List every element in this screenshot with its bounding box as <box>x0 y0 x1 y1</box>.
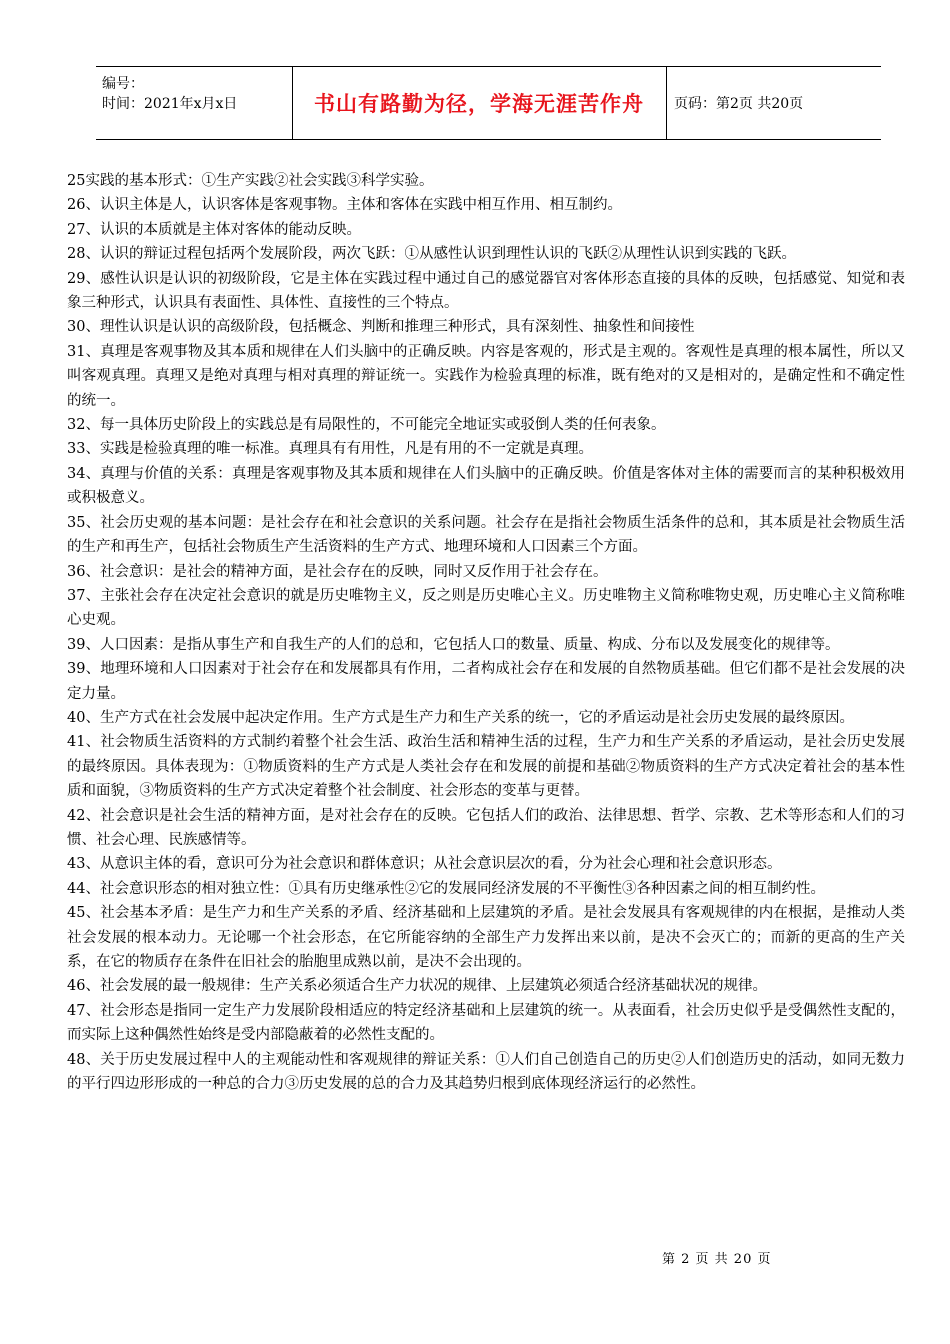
paragraph: 29、感性认识是认识的初级阶段，它是主体在实践过程中通过自己的感觉器官对客体形态直接的具体的反映，包括感觉、知觉和表象三种形式，认识具有表面性、具体性、直接性的三个特点。 <box>67 270 905 312</box>
paragraph: 48、关于历史发展过程中人的主观能动性和客观规律的辩证关系：①人们自己创造自己的历史②人们创造历史的活动，如同无数力的平行四边形形成的一种总的合力③历史发展的总的合力及其趋势归根到底体现经济运行的必然性。 <box>67 1051 905 1093</box>
paragraph: 44、社会意识形态的相对独立性：①具有历史继承性②它的发展同经济发展的不平衡性③各种因素之间的相互制约性。 <box>67 880 825 897</box>
time-label: 时间：2021年x月x日 <box>102 96 238 112</box>
motto-text: 书山有路勤为径，学海无涯苦作舟 <box>314 91 644 116</box>
paragraph: 47、社会形态是指同一定生产力发展阶段相适应的特定经济基础和上层建筑的统一。从表面看，社会历史似乎是受偶然性支配的，而实际上这种偶然性始终是受内部隐蔽着的必然性支配的。 <box>67 1002 905 1044</box>
paragraph: 40、生产方式在社会发展中起决定作用。生产方式是生产力和生产关系的统一，它的矛盾运动是社会历史发展的最终原因。 <box>67 709 854 726</box>
paragraph: 35、社会历史观的基本问题：是社会存在和社会意识的关系问题。社会存在是指社会物质生活条件的总和，其本质是社会物质生活的生产和再生产，包括社会物质生产生活资料的生产方式、地理环境和人口因素三个方面。 <box>67 514 905 556</box>
paragraph: 25实践的基本形式：①生产实践②社会实践③科学实验。 <box>67 173 434 189</box>
footer-page-number: 第 2 页 共 20 页 <box>662 1252 772 1267</box>
paragraph: 41、社会物质生活资料的方式制约着整个社会生活、政治生活和精神生活的过程，生产力和生产关系的矛盾运动，是社会历史发展的最终原因。具体表现为：①物质资料的生产方式是人类社会存在和发展的前提和基础②物质资料的生产方式决定着社会的基本性质和面貌，③物质资料的生产方式决定着整个社会制度、社会形态的变革与更替。 <box>67 734 905 800</box>
paragraph: 42、社会意识是社会生活的精神方面，是对社会存在的反映。它包括人们的政治、法律思想、哲学、宗教、艺术等形态和人们的习惯、社会心理、民族感情等。 <box>67 807 905 848</box>
paragraph: 33、实践是检验真理的唯一标准。真理具有有用性，凡是有用的不一定就是真理。 <box>67 441 593 458</box>
paragraph: 30、理性认识是认识的高级阶段，包括概念、判断和推理三种形式，具有深刻性、抽象性和间接性 <box>67 319 695 336</box>
paragraph: 27、认识的本质就是主体对客体的能动反映。 <box>67 221 361 238</box>
header-page-cell <box>666 67 881 139</box>
paragraph: 46、社会发展的最一般规律：生产关系必须适合生产力状况的规律、上层建筑必须适合经济基础状况的规律。 <box>67 978 767 995</box>
header-page-number: 页码：第2页 共20页 <box>674 96 804 112</box>
paragraph: 43、从意识主体的看，意识可分为社会意识和群体意识；从社会意识层次的看，分为社会心理和社会意识形态。 <box>67 856 782 873</box>
paragraph: 45、社会基本矛盾：是生产力和生产关系的矛盾、经济基础和上层建筑的矛盾。是社会发展具有客观规律的内在根据，是推动人类社会发展的根本动力。无论哪一个社会形态，在它所能容纳的全部生产力发挥出来以前，是决不会灭亡的；而新的更高的生产关系，在它的物质存在条件在旧社会的胎胞里成熟以前，是决不会出现的。 <box>67 905 905 970</box>
paragraph: 34、真理与价值的关系：真理是客观事物及其本质和规律在人们头脑中的正确反映。价值是客体对主体的需要而言的某种积极效用或积极意义。 <box>67 465 905 507</box>
document-body <box>67 169 905 1096</box>
paragraph: 36、社会意识：是社会的精神方面，是社会存在的反映，同时又反作用于社会存在。 <box>67 563 608 580</box>
code-label: 编号： <box>102 76 144 92</box>
paragraph: 28、认识的辩证过程包括两个发展阶段，两次飞跃：①从感性认识到理性认识的飞跃②从理性认识到实践的飞跃。 <box>67 246 796 263</box>
paragraph: 31、真理是客观事物及其本质和规律在人们头脑中的正确反映。内容是客观的，形式是主观的。客观性是真理的根本属性，所以又叫客观真理。真理又是绝对真理与相对真理的辩证统一。实践作为检验真理的标准，既有绝对的又是相对的，是确定性和不确定性的统一。 <box>67 343 905 409</box>
paragraph: 32、每一具体历史阶段上的实践总是有局限性的，不可能完全地证实或驳倒人类的任何表象。 <box>67 417 666 434</box>
paragraph: 37、主张社会存在决定社会意识的就是历史唯物主义，反之则是历史唯心主义。历史唯物主义简称唯物史观，历史唯心主义简称唯心史观。 <box>67 587 905 629</box>
header-motto-cell <box>292 67 667 139</box>
paragraph: 39、地理环境和人口因素对于社会存在和发展都具有作用，二者构成社会存在和发展的自然物质基础。但它们都不是社会发展的决定力量。 <box>67 661 905 702</box>
paragraph: 39、人口因素：是指从事生产和自我生产的人们的总和，它包括人口的数量、质量、构成、分布以及发展变化的规律等。 <box>67 636 840 653</box>
header-info-cell <box>96 67 293 139</box>
page-header <box>96 66 881 140</box>
paragraph: 26、认识主体是人，认识客体是客观事物。主体和客体在实践中相互作用、相互制约。 <box>67 197 622 214</box>
